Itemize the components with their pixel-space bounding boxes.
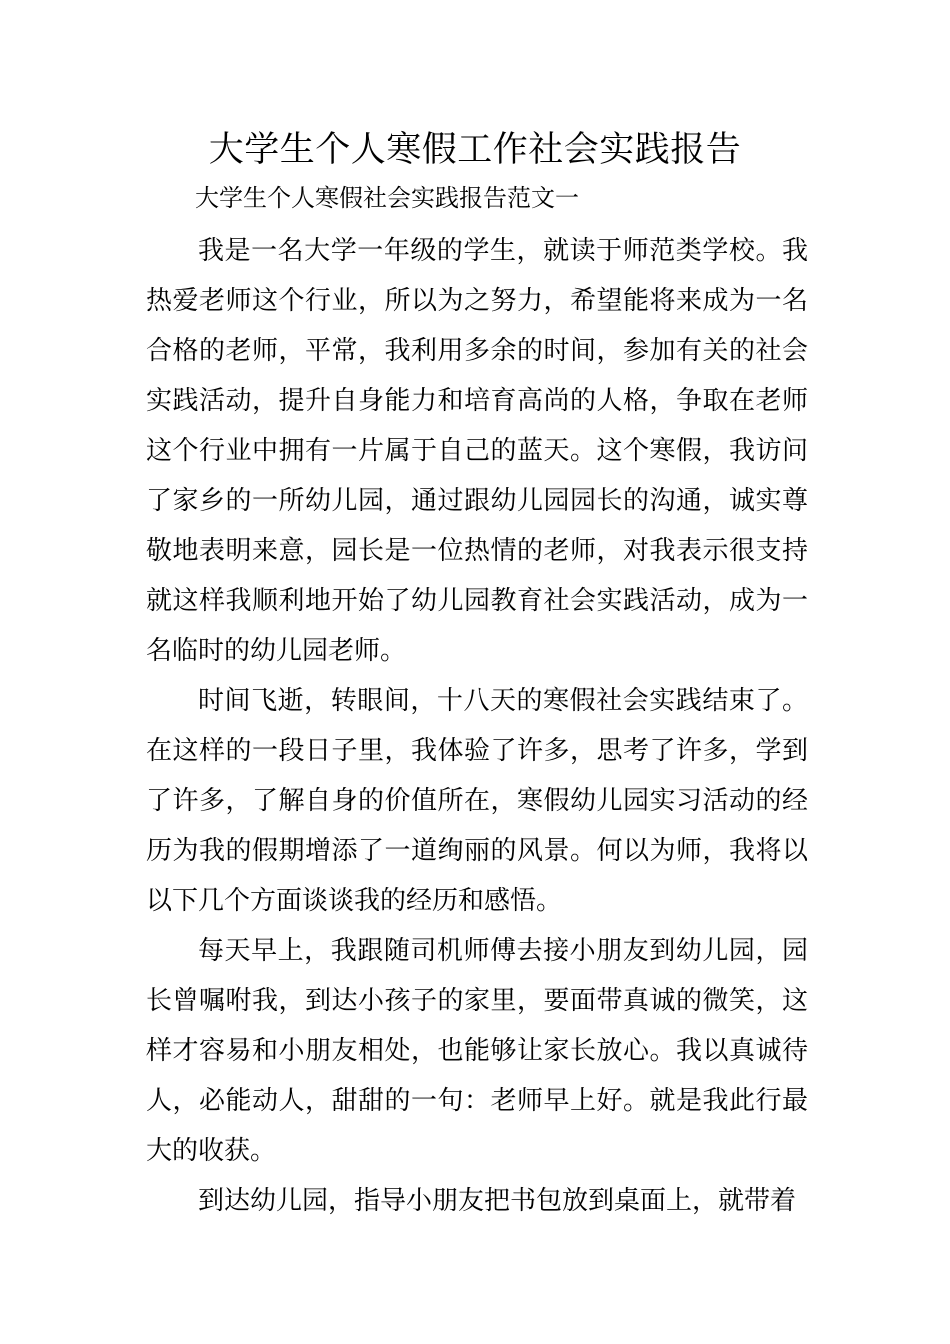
document-subtitle: 大学生个人寒假社会实践报告范文一: [195, 184, 579, 212]
paragraph-3: 每天早上，我跟随司机师傅去接小朋友到幼儿园，园长曾嘱咐我，到达小孩子的家里，要面带真诚的微笑，这样才容易和小朋友相处，也能够让家长放心。我以真诚待人，必能动人，甜甜的一句：老师早上好。就是我此行最大的收获。: [146, 936, 808, 1166]
paragraph-4: 到达幼儿园，指导小朋友把书包放到桌面上，就带着: [198, 1186, 797, 1216]
document-body: [146, 226, 808, 1226]
paragraph-1: 我是一名大学一年级的学生，就读于师范类学校。我热爱老师这个行业，所以为之努力，希望能将来成为一名合格的老师，平常，我利用多余的时间，参加有关的社会实践活动，提升自身能力和培育高尚的人格，争取在老师这个行业中拥有一片属于自己的蓝天。这个寒假，我访问了家乡的一所幼儿园，通过跟幼儿园园长的沟通，诚实尊敬地表明来意，园长是一位热情的老师，对我表示很支持就这样我顺利地开始了幼儿园教育社会实践活动，成为一名临时的幼儿园老师。: [146, 236, 808, 666]
paragraph-2: 时间飞逝，转眼间，十八天的寒假社会实践结束了。在这样的一段日子里，我体验了许多，思考了许多，学到了许多，了解自身的价值所在，寒假幼儿园实习活动的经历为我的假期增添了一道绚丽的风景。何以为师，我将以以下几个方面谈谈我的经历和感悟。: [146, 686, 808, 916]
document-title: 大学生个人寒假工作社会实践报告: [208, 130, 742, 170]
